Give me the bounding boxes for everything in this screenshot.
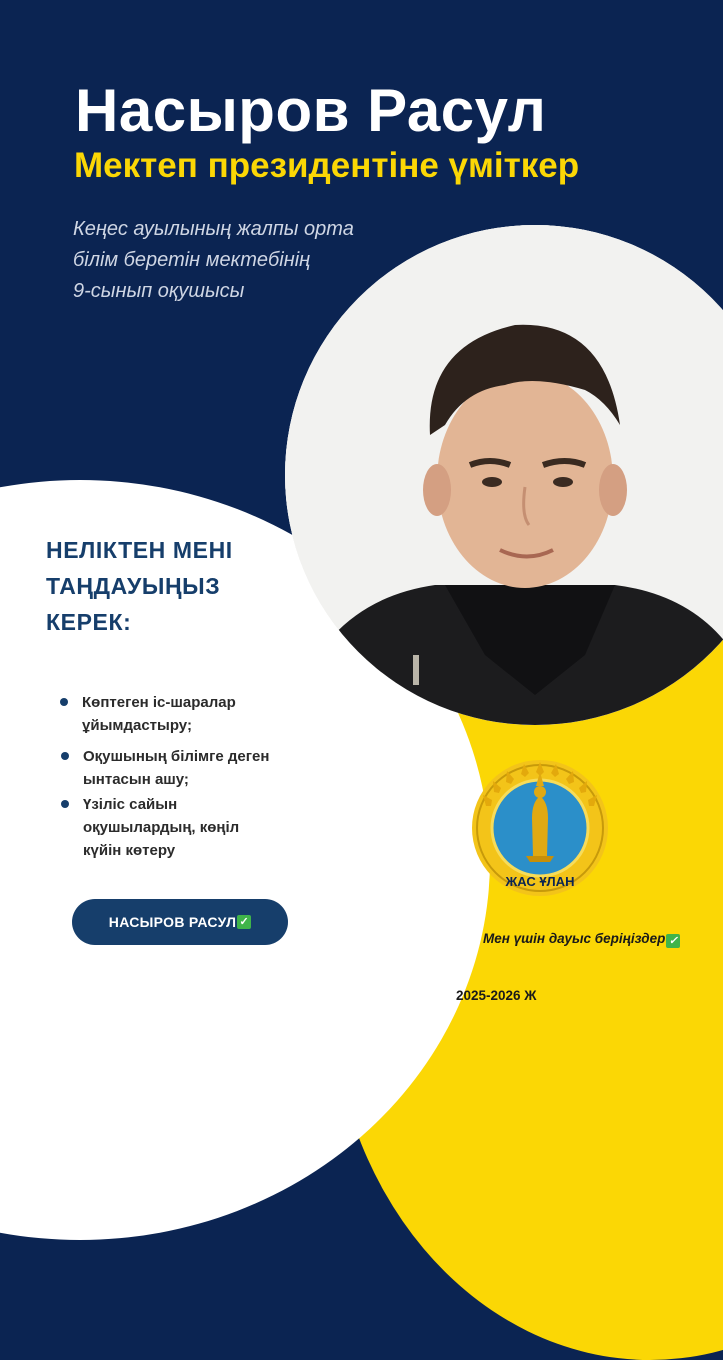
list-item-line: Үзіліс сайын — [83, 796, 178, 813]
bullet-dot-icon — [61, 752, 69, 760]
list-item-line: Көптеген іс-шаралар — [82, 694, 236, 711]
why-heading — [46, 532, 233, 640]
description-line: 9-сынып оқушысы — [73, 280, 245, 302]
list-item-line: оқушылардың, көңіл — [83, 819, 240, 836]
list-item — [83, 793, 239, 862]
school-year: 2025-2026 Ж — [456, 988, 537, 1003]
list-item-line: ұйымдастыру; — [82, 717, 192, 734]
description-line: білім беретін мектебінің — [73, 249, 311, 271]
list-item-line: Оқушының білімге деген — [83, 748, 270, 765]
why-heading-line: ТАҢДАУЫҢЫЗ — [46, 573, 221, 599]
list-item-line: ынтасын ашу; — [83, 771, 189, 788]
why-heading-line: КЕРЕК: — [46, 609, 132, 635]
list-item — [82, 691, 236, 737]
zhas-ulan-emblem-icon — [470, 758, 610, 898]
bullet-dot-icon — [60, 698, 68, 706]
vote-call-text: Мен үшін дауыс беріңіздер — [483, 931, 666, 946]
vote-call — [483, 931, 680, 948]
candidate-name: Насыров Расул — [75, 77, 547, 144]
candidate-name-button-label: НАСЫРОВ РАСУЛ — [108, 914, 237, 930]
description-line: Кеңес ауылының жалпы орта — [73, 218, 354, 240]
bullet-dot-icon — [61, 800, 69, 808]
candidate-description — [73, 214, 354, 307]
why-heading-line: НЕЛІКТЕН МЕНІ — [46, 537, 233, 563]
zhas-ulan-logo — [470, 758, 610, 898]
list-item — [83, 745, 269, 791]
logo-text: ЖАС ҰЛАН — [505, 874, 575, 889]
candidate-subtitle: Мектеп президентіне үміткер — [74, 146, 580, 185]
candidate-name-button[interactable] — [72, 899, 288, 945]
check-mark-icon: ✓ — [666, 934, 680, 948]
list-item-line: күйін көтеру — [83, 842, 176, 859]
check-mark-icon: ✓ — [237, 915, 251, 929]
